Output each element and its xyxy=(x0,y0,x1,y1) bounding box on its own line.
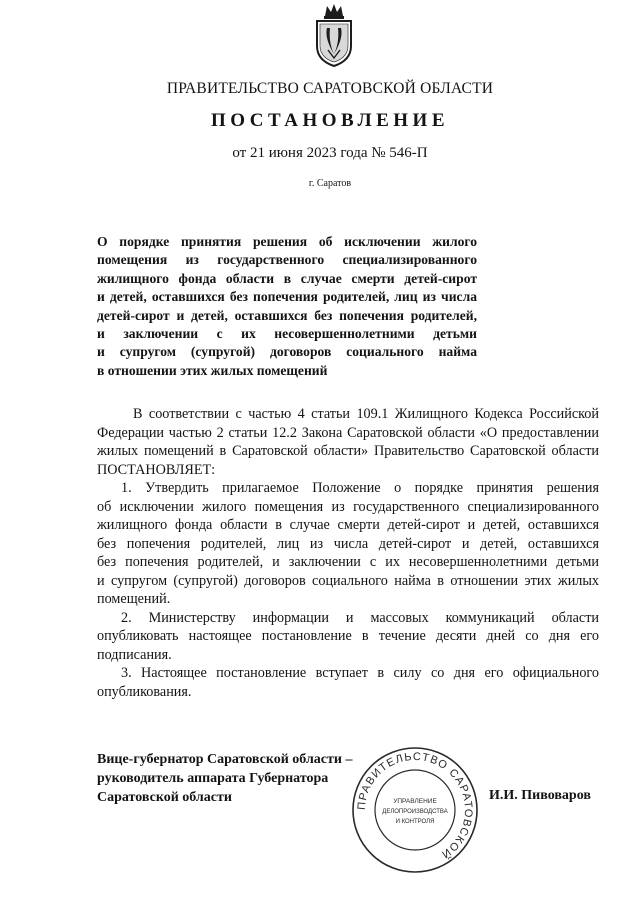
body-line: В соответствии с частью 4 статьи 109.1 Жилищного Кодекса Российской xyxy=(133,406,599,422)
body-line: опубликовать настоящее постановление в течение десяти дней со дня его xyxy=(97,628,599,644)
body-line: подписания. xyxy=(97,646,172,663)
body-line: 1. Утвердить прилагаемое Положение о порядке принятия решения xyxy=(121,480,599,496)
resolution-body xyxy=(97,405,599,701)
stamp-inner-line: УПРАВЛЕНИЕ xyxy=(393,798,437,805)
stamp-outer-text-path: ПРАВИТЕЛЬСТВО САРАТОВСКОЙ xyxy=(355,750,475,861)
heading-line: и заключении с их несовершеннолетними детьми xyxy=(97,326,477,342)
date-number: от 21 июня 2023 года № 546-П xyxy=(232,145,428,161)
body-line: об исключении жилого помещения из государственного специализированного xyxy=(97,498,599,515)
signatory-position-line: руководитель аппарата Губернатора xyxy=(97,771,329,786)
body-line: жилищного фонда области в случае смерти детей-сирот и детей, оставшихся xyxy=(97,517,599,533)
heading-line: и супругом (супругой) договоров социального найма xyxy=(97,344,477,360)
heading-line: детей-сирот и детей, оставшихся без попечения родителей, xyxy=(97,307,477,323)
body-line: 3. Настоящее постановление вступает в силу со дня его официального xyxy=(121,665,599,681)
body-line: и супругом (супругой) договоров социального найма в отношении этих жилых xyxy=(97,572,599,589)
signatory-position xyxy=(97,750,352,807)
official-stamp xyxy=(350,745,480,875)
body-line: жилых помещений в Саратовской области» Правительство Саратовской области xyxy=(97,443,599,459)
heading-line: помещения из государственного специализированного xyxy=(97,252,477,268)
heading-line: и детей, оставшихся без попечения родителей, лиц из числа xyxy=(97,289,477,305)
body-line: без попечения родителей, лиц из числа детей-сирот и детей, оставшихся xyxy=(97,535,599,552)
body-line: 2. Министерству информации и массовых коммуникаций области xyxy=(121,609,599,626)
signatory-position-line: Вице-губернатор Саратовской области – xyxy=(97,752,353,767)
resolution-heading xyxy=(97,233,477,380)
body-line: без попечения родителей, и заключении с их несовершеннолетними детьми xyxy=(97,554,599,570)
stamp-inner-line: ДЕЛОПРОИЗВОДСТВА xyxy=(382,809,448,815)
stamp-inner-line: И КОНТРОЛЯ xyxy=(395,819,435,825)
heading-line: в отношении этих жилых помещений xyxy=(97,362,328,378)
government-name: ПРАВИТЕЛЬСТВО САРАТОВСКОЙ ОБЛАСТИ xyxy=(166,80,494,97)
body-line: Федерации частью 2 статьи 12.2 Закона Саратовской области «О предоставлении xyxy=(97,424,599,441)
city: г. Саратов xyxy=(308,178,352,189)
coat-of-arms-icon xyxy=(311,2,357,68)
body-line: ПОСТАНОВЛЯЕТ: xyxy=(97,461,216,478)
stamp-outer-text xyxy=(356,751,474,862)
signatory-position-line: Саратовской области xyxy=(97,790,232,805)
heading-line: О порядке принятия решения об исключении жилого xyxy=(97,234,477,249)
body-line: опубликования. xyxy=(97,683,192,700)
body-line: помещений. xyxy=(97,591,171,607)
signatory-name: И.И. Пивоваров xyxy=(489,788,591,803)
document-type: ПОСТАНОВЛЕНИЕ xyxy=(210,110,450,131)
heading-line: жилищного фонда области в случае смерти детей-сирот xyxy=(97,270,477,286)
